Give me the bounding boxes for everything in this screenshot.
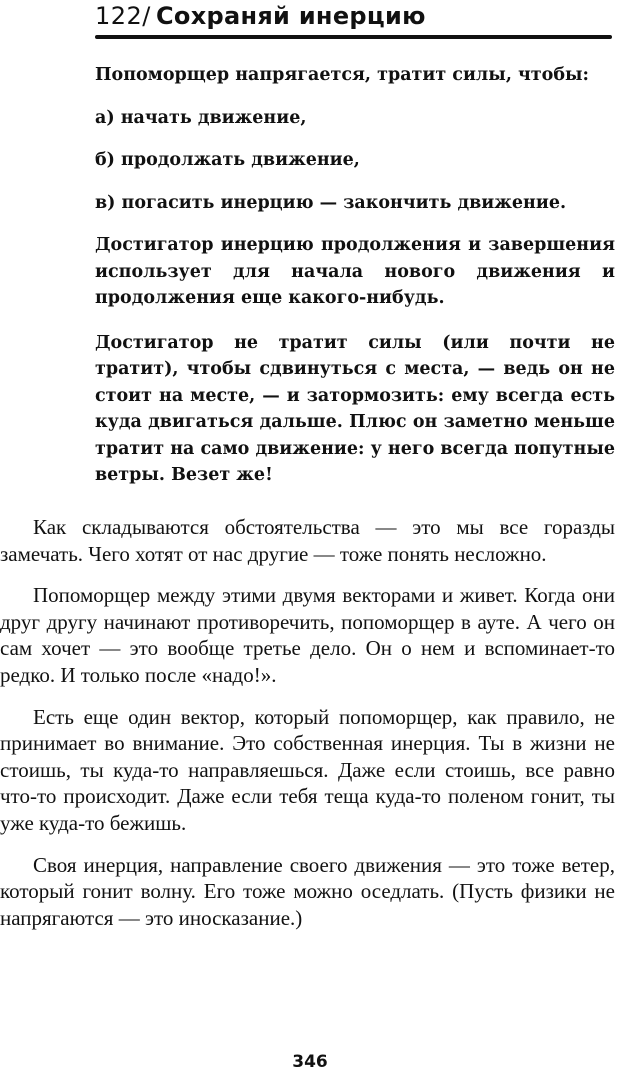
sidebar-list-item-c: в) погасить инерцию — закончить движение. [95,192,567,213]
bold-sidebar-block [95,62,615,507]
header-rule [95,35,612,39]
page-folio: 346 [292,1052,328,1072]
body-paragraph: Своя инерция, направление своего движения — это тоже ветер, который гонит волну. Его тоже можно оседлать. (Пусть физики не напрягаются — это иносказание.) [0,852,615,930]
sidebar-paragraph: Достигатор инерцию продолжения и завершения использует для начала нового движения и продолжения еще какого-нибудь. [95,235,615,308]
sidebar-paragraph: Достигатор не тратит силы (или почти не тратит), чтобы сдвинуться с места, — ведь он не стоит на месте, — и затормозить: ему всегда есть куда двигаться дальше. Плюс он заметно меньше тратит на само движение: у него всегда попутные ветры. Везет же! [95,332,615,485]
body-paragraph: Попоморщер между этими двумя векторами и живет. Когда они друг другу начинают противоречить, попоморщер в ауте. А чего он сам хочет — это вообще третье дело. Он о нем и вспоминает-то редко. И только после «надо!». [0,583,615,687]
chapter-page-number: 122/ [95,2,151,30]
sidebar-list-item-b: б) продолжать движение, [95,150,360,170]
body-paragraph: Как складываются обстоятельства — это мы все горазды замечать. Чего хотят от нас другие — тоже понять несложно. [0,515,615,566]
body-paragraph: Есть еще один вектор, который попоморщер, как правило, не принимает во внимание. Это собственная инерция. Ты в жизни не стоишь, ты куда-то направляешься. Даже если стоишь, все равно что-то происходит. Даже если тебя теща куда-то поленом гонит, ты уже куда-то бежишь. [0,704,615,835]
sidebar-intro-line: Попоморщер напрягается, тратит силы, чтобы: [95,65,589,85]
body-text [0,514,615,946]
chapter-title: Сохраняй инерцию [156,2,426,30]
sidebar-list-item-a: а) начать движение, [95,107,307,128]
